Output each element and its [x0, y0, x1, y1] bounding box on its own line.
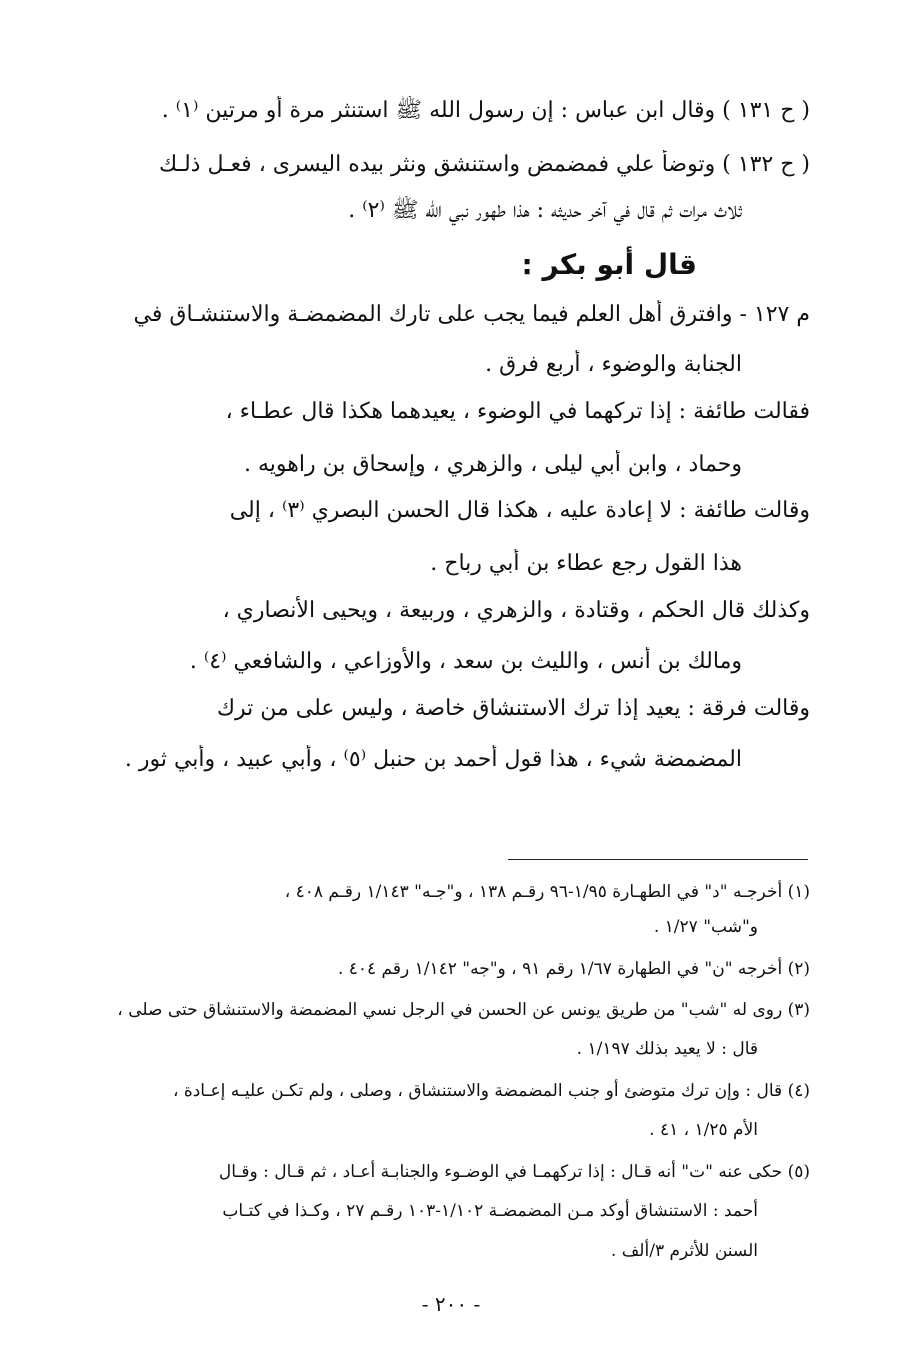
footnote-2: (٢) أخرجه "ن" في الطهارة ١/٦٧ رقم ٩١ ، و"جه" ١/١٤٢ رقم ٤٠٤ . — [337, 959, 810, 979]
body-line: وحماد ، وابن أبي ليلى ، والزهري ، وإسحاق بن راهويه . — [244, 452, 742, 477]
footnote-3-line-2: قال : لا يعيد بذلك ١/١٩٧ . — [576, 1039, 758, 1059]
hadith-132-line-1: ( ح ١٣٢ ) وتوضأ علي فمضمض واستنشق ونثر بيده اليسرى ، فعـل ذلـك — [158, 152, 810, 177]
page-number: - ٢٠٠ - — [421, 1292, 481, 1316]
footnote-5-line-3: السنن للأثرم ٣/ألف . — [610, 1241, 758, 1261]
hadith-131: ( ح ١٣١ ) وقال ابن عباس : إن رسول الله ﷺ استنثر مرة أو مرتين ⁽١⁾ . — [161, 98, 810, 123]
body-line: ومالك بن أنس ، والليث بن سعد ، والأوزاعي ، والشافعي ⁽٤⁾ . — [189, 649, 742, 674]
hadith-132-line-2: ثلاث مرات ثم قال في آخر حديثه : هذا طهور نبي الله ﷺ ⁽٢⁾ . — [348, 198, 742, 223]
body-line: وكذلك قال الحكم ، وقتادة ، والزهري ، وربيعة ، ويحيى الأنصاري ، — [222, 598, 810, 623]
footnote-4-line-1: (٤) قال : وإن ترك متوضئ أو جنب المضمضة والاستنشاق ، وصلى ، ولم تكـن عليـه إعـادة ، — [172, 1081, 810, 1101]
footnote-5-line-2: أحمد : الاستنشاق أوكد مـن المضمضـة ١/١٠٢-١٠٣ رقـم ٢٧ ، وكـذا في كتـاب — [222, 1201, 758, 1221]
body-line: الجنابة والوضوء ، أربع فرق . — [485, 352, 742, 377]
footnote-1-line-1: (١) أخرجـه "د" في الطهـارة ١/٩٥-٩٦ رقـم ١٣٨ ، و"جـه" ١/١٤٣ رقـم ٤٠٨ ، — [284, 882, 810, 902]
body-line: هذا القول رجع عطاء بن أبي رباح . — [430, 551, 742, 576]
body-line: وقالت فرقة : يعيد إذا ترك الاستنشاق خاصة ، وليس على من ترك — [216, 696, 810, 721]
body-line: م ١٢٧ - وافترق أهل العلم فيما يجب على تارك المضمضـة والاستنشـاق في — [133, 302, 810, 327]
footnote-4-line-2: الأم ١/٢٥ ، ٤١ . — [649, 1120, 758, 1140]
body-line: فقالت طائفة : إذا تركهما في الوضوء ، يعيدهما هكذا قال عطـاء ، — [225, 399, 810, 424]
body-line: المضمضة شيء ، هذا قول أحمد بن حنبل ⁽٥⁾ ، وأبي عبيد ، وأبي ثور . — [124, 747, 742, 772]
footnote-5-line-1: (٥) حكى عنه "ت" أنه قـال : إذا تركهمـا في الوضـوء والجنابـة أعـاد ، ثم قـال : وقـال — [218, 1162, 810, 1182]
footnote-3-line-1: (٣) روى له "شب" من طريق يونس عن الحسن في الرجل نسي المضمضة والاستنشاق حتى صلى ، — [117, 1000, 810, 1020]
section-heading: قال أبو بكر : — [521, 248, 697, 281]
footnote-1-line-2: و"شب" ١/٢٧ . — [653, 917, 758, 937]
body-line: وقالت طائفة : لا إعادة عليه ، هكذا قال الحسن البصري ⁽٣⁾ ، إلى — [229, 498, 810, 523]
footnote-divider — [508, 859, 808, 860]
